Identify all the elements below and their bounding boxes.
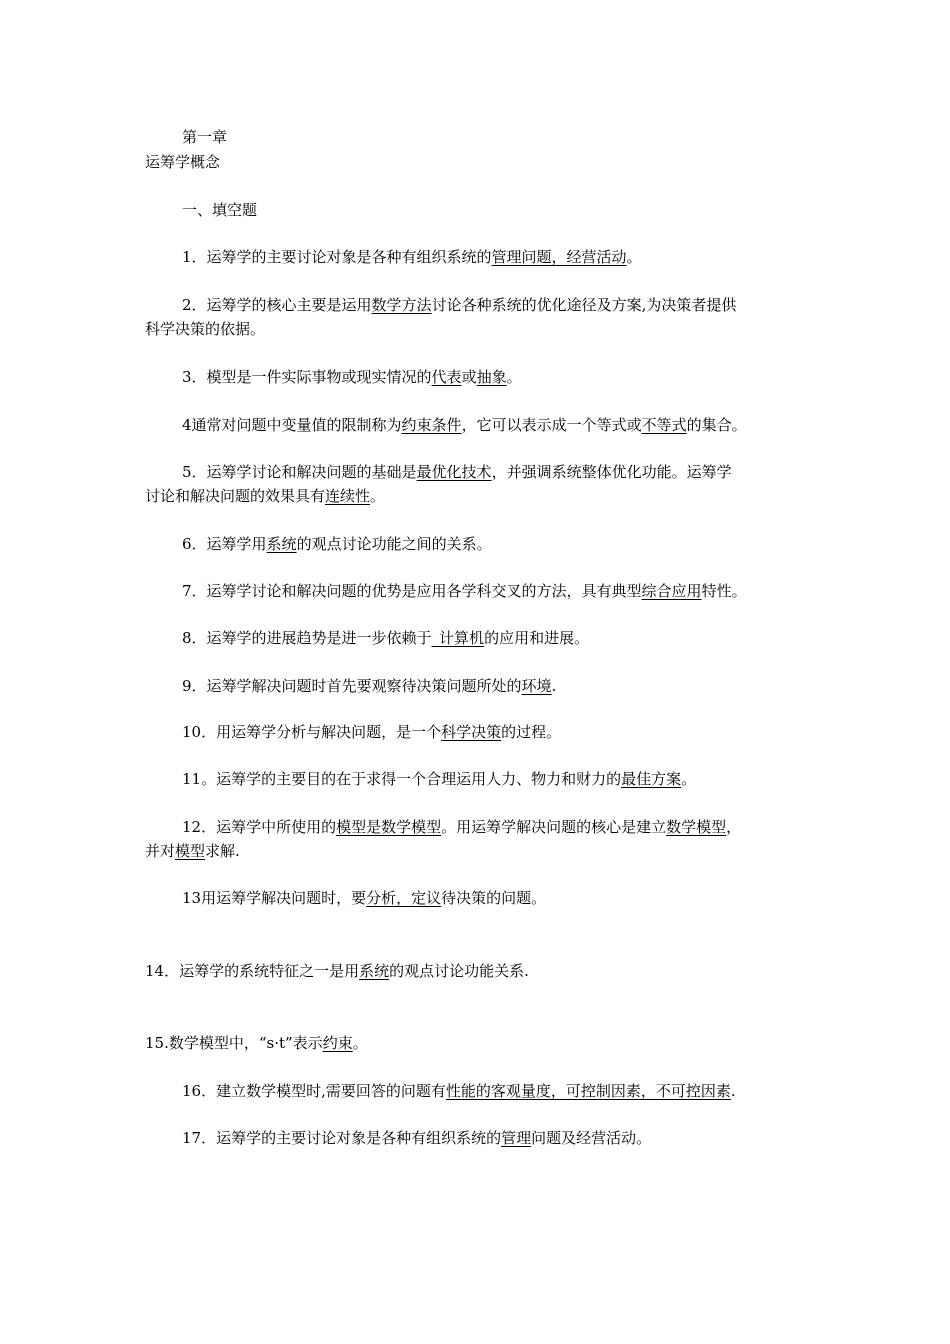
question-2-line-1 [182, 295, 736, 315]
answer-blank: 最优化技术 [416, 463, 492, 481]
question-text: 讨论各种系统的优化途径及方案,为决策者提供 [431, 296, 737, 314]
question-8-line-1 [182, 628, 589, 648]
answer-blank: 数学模型 [666, 818, 727, 836]
answer-blank: 抽象 [476, 368, 507, 386]
chapter-title: 运筹学概念 [145, 153, 221, 171]
question-text: 的过程。 [501, 723, 562, 741]
answer-blank: 约束条件 [401, 416, 462, 434]
question-text: 的应用和进展。 [484, 629, 590, 647]
section-heading: 一、填空题 [182, 201, 258, 219]
answer-blank: 综合应用 [641, 582, 702, 600]
question-1-line-1 [182, 247, 642, 267]
question-7-line-1 [182, 581, 747, 601]
question-5-line-2 [145, 486, 385, 506]
answer-blank: 代表 [431, 368, 462, 386]
question-text: 4通常对问题中变量值的限制称为 [182, 416, 402, 434]
answer-blank: 性能的客观量度，可控制因素，不可控因素 [445, 1082, 731, 1100]
answer-blank: 科学决策 [441, 723, 502, 741]
question-text: 16．建立数学模型时,需要回答的问题有 [182, 1082, 446, 1100]
answer-blank: 最佳方案 [621, 770, 682, 788]
question-text: 11。运筹学的主要目的在于求得一个合理运用人力、物力和财力的 [182, 770, 622, 788]
answer-blank: 系统 [359, 962, 390, 980]
answer-blank: 数学方法 [371, 296, 432, 314]
answer-blank: 管理问题，经营活动 [491, 248, 627, 266]
question-16-line-1 [182, 1081, 736, 1101]
answer-blank: 模型 [175, 842, 206, 860]
question-text: . [730, 1082, 736, 1100]
answer-blank: 管理 [501, 1129, 532, 1147]
question-text: 8．运筹学的进展趋势是进一步依赖于 [182, 629, 432, 647]
question-text: 9．运筹学解决问题时首先要观察待决策问题所处的 [182, 677, 522, 695]
question-text: 14．运筹学的系统特征之一是用 [145, 962, 360, 980]
question-text: 科学决策的依据。 [145, 320, 266, 338]
answer-blank: 环境 [521, 677, 552, 695]
question-text: 。 [626, 248, 642, 266]
question-text: ，它可以表示成一个等式或 [461, 416, 642, 434]
question-text: . [551, 677, 557, 695]
question-3-line-1 [182, 367, 522, 387]
answer-blank: 系统 [266, 535, 297, 553]
answer-blank: 约束 [322, 1034, 353, 1052]
question-12-line-1 [182, 817, 741, 837]
question-text: 15.数学模型中，“s·t”表示 [145, 1034, 323, 1052]
question-text: 1．运筹学的主要讨论对象是各种有组织系统的 [182, 248, 492, 266]
question-text: 10．用运筹学分析与解决问题，是一个 [182, 723, 442, 741]
question-2-line-2 [145, 319, 265, 339]
question-text: 5．运筹学讨论和解决问题的基础是 [182, 463, 417, 481]
question-text: 讨论和解决问题的效果具有 [145, 487, 326, 505]
question-text: 待决策的问题。 [441, 889, 547, 907]
question-text: 问题及经营活动。 [531, 1129, 652, 1147]
question-text: 的观点讨论功能关系. [389, 962, 529, 980]
question-text: 17．运筹学的主要讨论对象是各种有组织系统的 [182, 1129, 502, 1147]
answer-blank: _计算机 [431, 629, 485, 647]
question-5-line-1 [182, 462, 732, 482]
question-6-line-1 [182, 534, 492, 554]
question-9-line-1 [182, 676, 556, 696]
answer-blank: 连续性 [325, 487, 371, 505]
question-12-line-2 [145, 841, 240, 861]
question-text: ，并强调系统整体优化功能。运筹学 [491, 463, 732, 481]
question-11-line-1 [182, 769, 696, 789]
question-text: 求解. [205, 842, 240, 860]
question-14-line-1 [145, 961, 529, 981]
question-text: 12．运筹学中所使用的 [182, 818, 337, 836]
question-text: 3．模型是一件实际事物或现实情况的 [182, 368, 432, 386]
question-text: 。 [370, 487, 386, 505]
question-text: 特性。 [701, 582, 747, 600]
question-13-line-1 [182, 888, 546, 908]
chapter-heading: 第一章 [182, 128, 228, 146]
question-text: 。 [506, 368, 522, 386]
question-text: 。用运筹学解决问题的核心是建立 [441, 818, 667, 836]
question-text: 并对 [145, 842, 176, 860]
question-10-line-1 [182, 722, 561, 742]
question-text: ， [726, 818, 742, 836]
question-17-line-1 [182, 1128, 651, 1148]
answer-blank: 模型是数学模型 [336, 818, 442, 836]
answer-blank: 分析，定议 [366, 889, 442, 907]
question-text: 。 [681, 770, 697, 788]
question-text: 6．运筹学用 [182, 535, 267, 553]
question-text: 的集合。 [686, 416, 747, 434]
question-15-line-1 [145, 1033, 368, 1053]
question-text: 2．运筹学的核心主要是运用 [182, 296, 372, 314]
answer-blank: 不等式 [641, 416, 687, 434]
question-4-line-1 [182, 415, 747, 435]
question-text: 的观点讨论功能之间的关系。 [296, 535, 492, 553]
question-text: 。 [352, 1034, 368, 1052]
question-text: 13用运筹学解决问题时，要 [182, 889, 367, 907]
question-text: 或 [461, 368, 477, 386]
question-text: 7．运筹学讨论和解决问题的优势是应用各学科交叉的方法，具有典型 [182, 582, 642, 600]
